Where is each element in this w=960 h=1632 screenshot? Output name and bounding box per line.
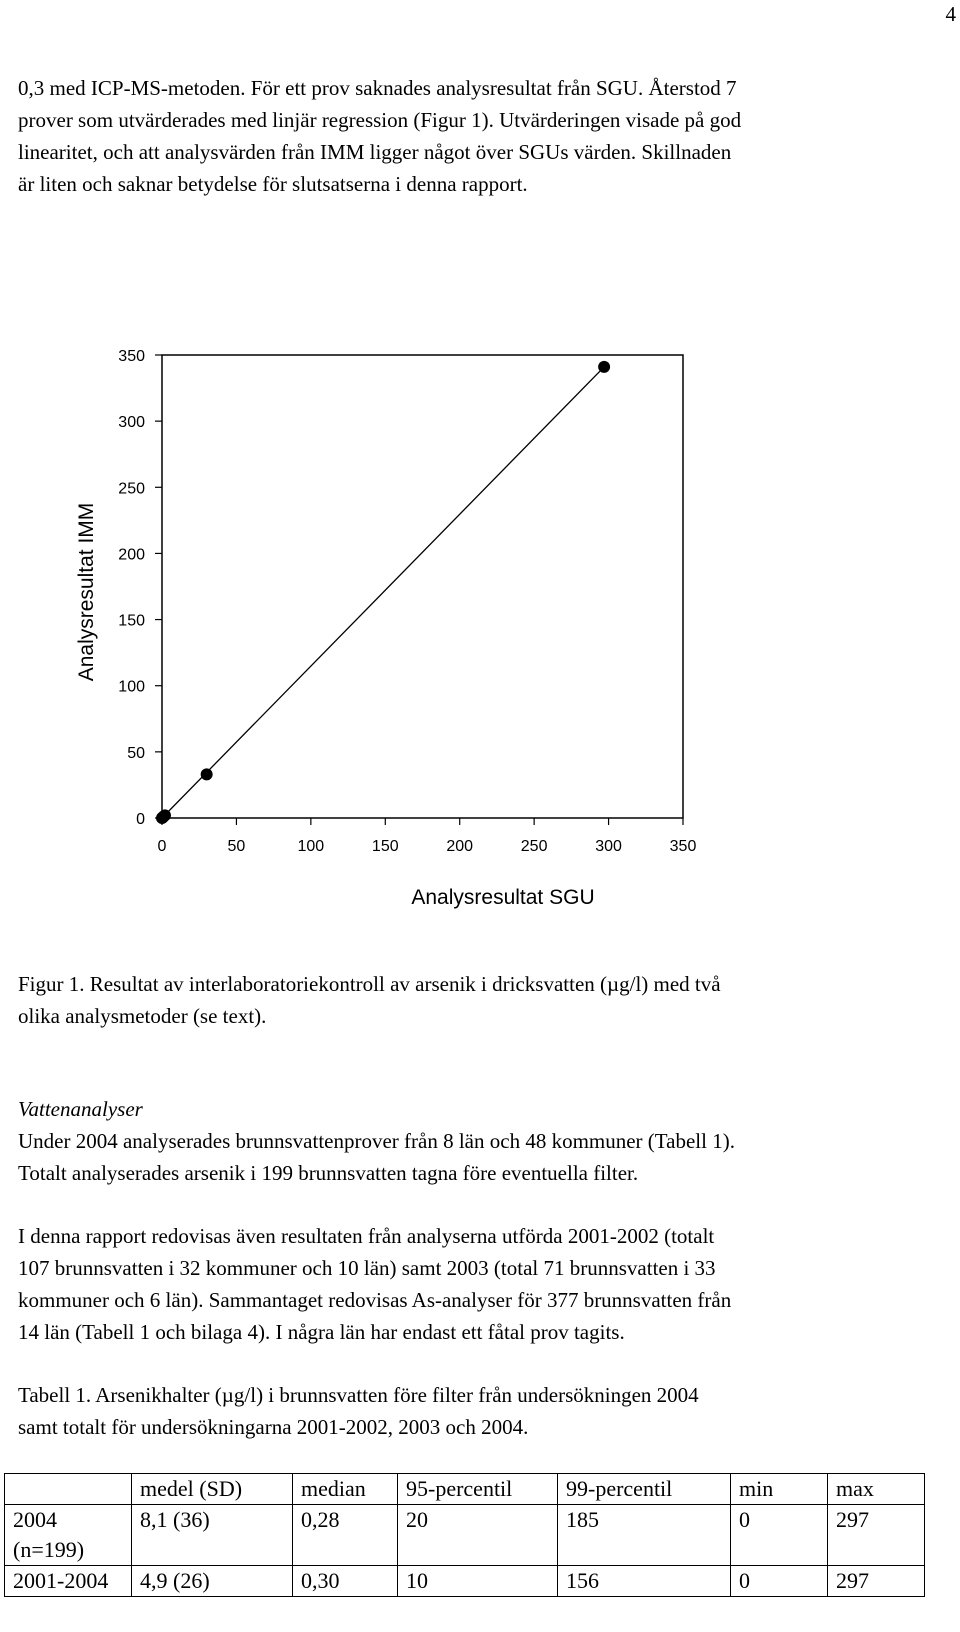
paragraph-line: kommuner och 6 län). Sammantaget redovisas As-analyser för 377 brunnsvatten från bbox=[18, 1288, 732, 1312]
table-cell: 0 bbox=[731, 1566, 828, 1597]
table-cell: 185 bbox=[558, 1505, 731, 1566]
table-cell: 0 bbox=[731, 1505, 828, 1566]
intro-line: är liten och saknar betydelse för slutsatserna i denna rapport. bbox=[18, 172, 528, 196]
header-cell: 99-percentil bbox=[558, 1474, 731, 1505]
y-tick-label: 200 bbox=[118, 546, 145, 564]
header-cell: 95-percentil bbox=[398, 1474, 558, 1505]
table-row bbox=[5, 1505, 925, 1566]
scatter-chart bbox=[0, 330, 960, 930]
section-paragraph-1 bbox=[18, 1125, 948, 1189]
y-tick-label: 0 bbox=[136, 811, 145, 828]
regression-line-layer bbox=[162, 367, 604, 818]
x-tick-label: 300 bbox=[595, 838, 622, 855]
row-label-cell bbox=[5, 1505, 132, 1566]
header-cell: medel (SD) bbox=[132, 1474, 293, 1505]
table-caption-line: Tabell 1. Arsenikhalter (µg/l) i brunnsvatten före filter från undersökningen 2004 bbox=[18, 1383, 699, 1407]
intro-line: 0,3 med ICP-MS-metoden. För ett prov saknades analysresultat från SGU. Återstod 7 bbox=[18, 76, 737, 100]
x-tick-label: 150 bbox=[371, 838, 399, 855]
table-cell: 10 bbox=[398, 1566, 558, 1597]
x-tick-label: 250 bbox=[520, 838, 548, 855]
data-point bbox=[598, 361, 610, 373]
x-tick-label: 50 bbox=[227, 838, 246, 855]
table-cell: 297 bbox=[828, 1505, 925, 1566]
table-cell: 0,28 bbox=[293, 1505, 398, 1566]
paragraph-line: I denna rapport redovisas även resultaten från analyserna utförda 2001-2002 (totalt bbox=[18, 1224, 715, 1248]
x-tick-label: 200 bbox=[446, 838, 474, 855]
table-cell: 8,1 (36) bbox=[132, 1505, 293, 1566]
y-tick-label: 150 bbox=[118, 612, 145, 630]
paragraph-line: Under 2004 analyserades brunnsvattenprover från 8 län och 48 kommuner (Tabell 1). bbox=[18, 1129, 735, 1153]
y-tick-label: 50 bbox=[127, 744, 145, 762]
table-header-row bbox=[5, 1474, 925, 1505]
table-cell: 20 bbox=[398, 1505, 558, 1566]
y-axis bbox=[118, 348, 162, 828]
table-cell: 0,30 bbox=[293, 1566, 398, 1597]
x-tick-label: 0 bbox=[157, 838, 167, 855]
y-tick-label: 350 bbox=[118, 348, 145, 365]
x-axis-title: Analysresultat SGU bbox=[411, 886, 595, 909]
data-point bbox=[159, 809, 171, 821]
regression-line bbox=[162, 367, 604, 818]
x-tick-label: 100 bbox=[297, 838, 325, 855]
header-cell: min bbox=[731, 1474, 828, 1505]
table-cell: 156 bbox=[558, 1566, 731, 1597]
paragraph-line: 14 län (Tabell 1 och bilaga 4). I några län har endast ett fåtal prov tagits. bbox=[18, 1320, 625, 1344]
paragraph-line: Totalt analyserades arsenik i 199 brunnsvatten tagna före eventuella filter. bbox=[18, 1161, 639, 1185]
intro-line: prover som utvärderades med linjär regression (Figur 1). Utvärderingen visade på god bbox=[18, 108, 742, 132]
table-caption-line: samt totalt för undersökningarna 2001-2002, 2003 och 2004. bbox=[18, 1415, 529, 1439]
section-heading: Vattenanalyser bbox=[18, 1097, 143, 1121]
y-tick-label: 250 bbox=[118, 480, 145, 498]
paragraph-line: 107 brunnsvatten i 32 kommuner och 10 län) samt 2003 (total 71 brunnsvatten i 33 bbox=[18, 1256, 716, 1280]
intro-line: linearitet, och att analysvärden från IMM ligger något över SGUs värden. Skillnaden bbox=[18, 140, 732, 164]
figure-caption bbox=[18, 968, 948, 1032]
figure-caption-line: Figur 1. Resultat av interlaboratoriekontroll av arsenik i dricksvatten (µg/l) med två bbox=[18, 972, 721, 996]
y-tick-label: 300 bbox=[118, 414, 145, 432]
arsenic-table bbox=[4, 1473, 925, 1597]
header-cell: median bbox=[293, 1474, 398, 1505]
data-point bbox=[201, 768, 213, 780]
header-cell: max bbox=[828, 1474, 925, 1505]
table-cell: 4,9 (26) bbox=[132, 1566, 293, 1597]
intro-paragraph bbox=[18, 72, 948, 200]
plot-area-frame bbox=[162, 355, 683, 818]
page-number: 4 bbox=[945, 2, 956, 26]
y-axis-title: Analysresultat IMM bbox=[75, 502, 98, 682]
row-label: 2004 bbox=[13, 1507, 57, 1532]
table-cell: 297 bbox=[828, 1566, 925, 1597]
row-label-cell: 2001-2004 bbox=[5, 1566, 132, 1597]
figure-caption-line: olika analysmetoder (se text). bbox=[18, 1004, 267, 1028]
table-row bbox=[5, 1566, 925, 1597]
table-caption bbox=[18, 1379, 948, 1443]
header-cell bbox=[5, 1474, 132, 1505]
section-paragraph-2 bbox=[18, 1220, 948, 1348]
x-tick-label: 350 bbox=[669, 838, 697, 855]
row-sublabel: (n=199) bbox=[13, 1537, 85, 1562]
x-axis bbox=[158, 818, 697, 855]
y-tick-label: 100 bbox=[118, 678, 145, 696]
